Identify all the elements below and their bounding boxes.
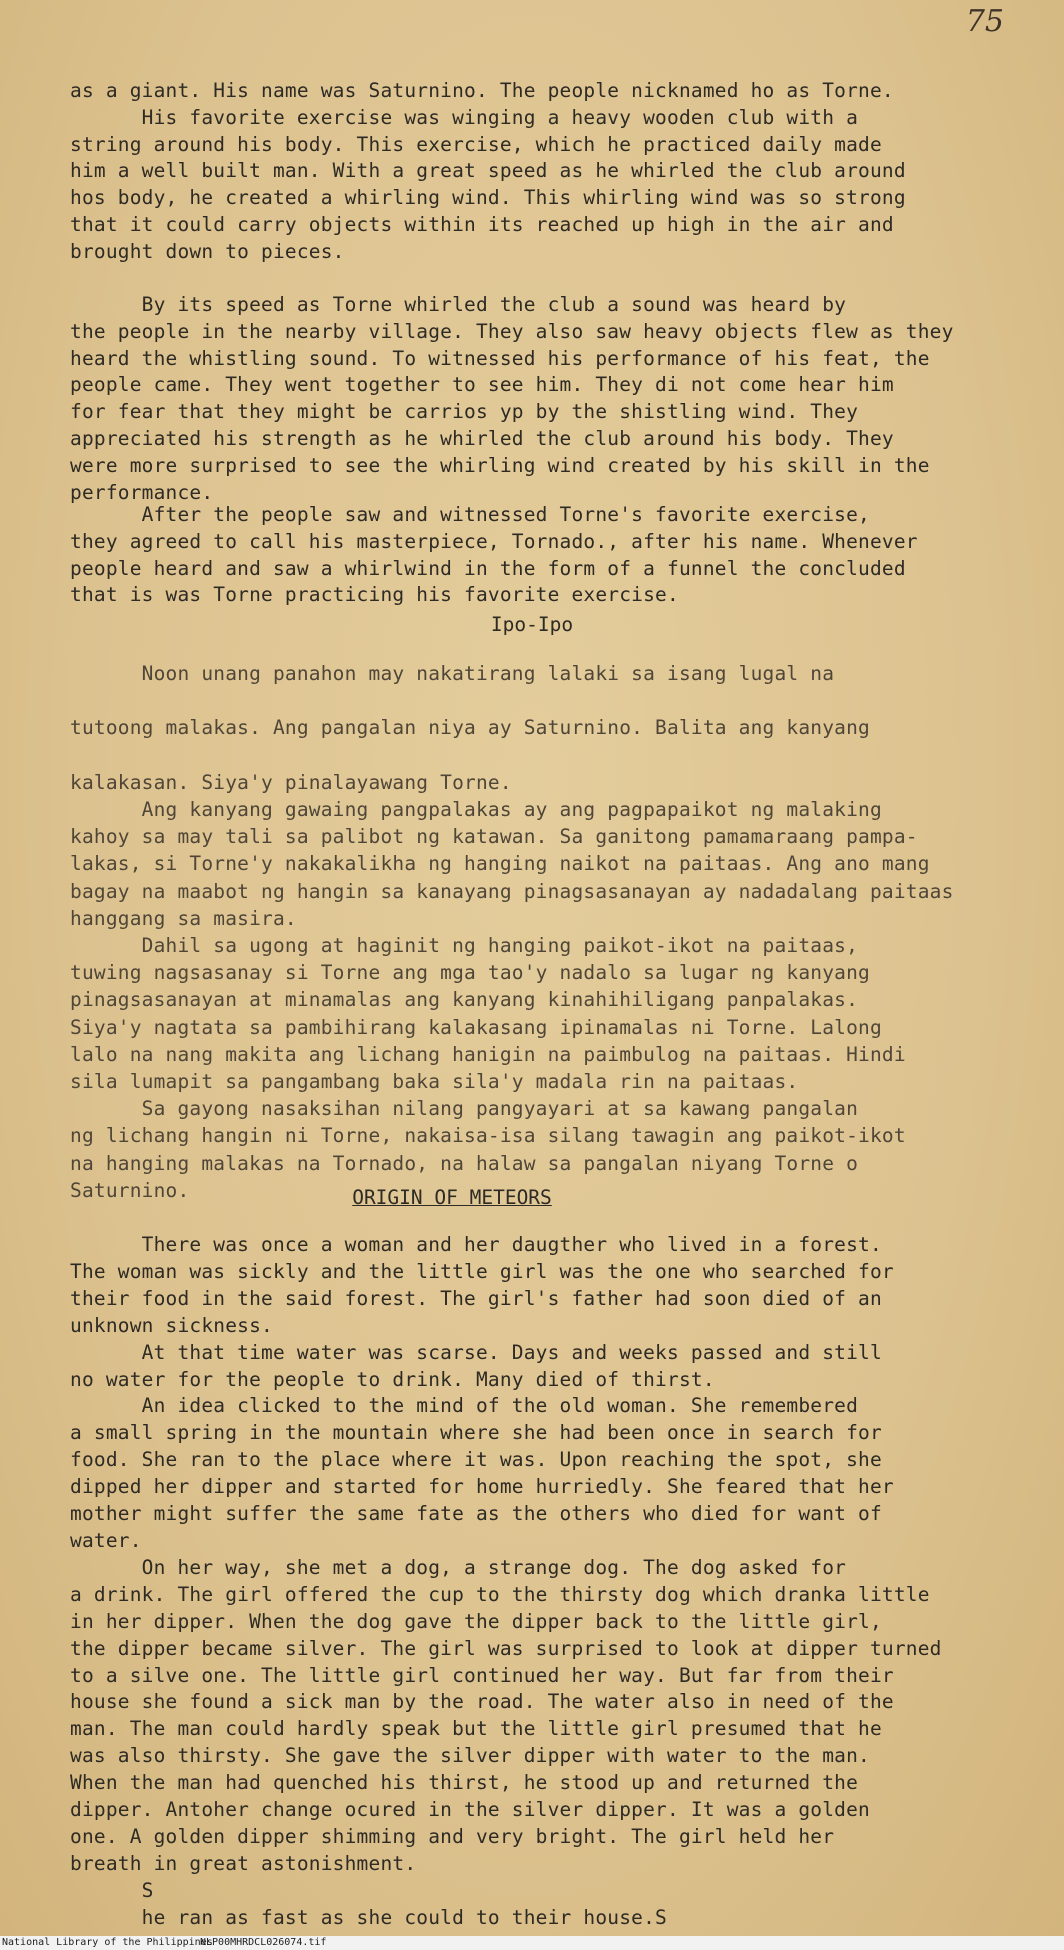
text-line: hanggang sa masira.	[70, 906, 297, 930]
text-line: a small spring in the mountain where she had been once in search for	[70, 1421, 882, 1445]
text-line: him a well built man. With a great speed as he whirled the club around	[70, 159, 906, 183]
text-line: to a silve one. The little girl continued her way. But far from their	[70, 1663, 894, 1687]
text-line: kahoy sa may tali sa palibot ng katawan. Sa ganitong pamamaraang pampa-	[70, 825, 918, 849]
text-line: kalakasan. Siya'y pinalayawang Torne.	[70, 770, 512, 794]
text-line: dipped her dipper and started for home hurriedly. She feared that her	[70, 1475, 894, 1499]
text-line: Saturnino.	[70, 1178, 190, 1202]
text-line: tuwing nagsasanay si Torne ang mga tao'y nadalo sa lugar ng kanyang	[70, 961, 870, 985]
text-line: mother might suffer the same fate as the others who died for want of	[70, 1502, 882, 1526]
text-line: When the man had quenched his thirst, he stood up and returned the	[70, 1771, 859, 1795]
page-number: 75	[965, 4, 1004, 39]
text-line: breath in great astonishment.	[70, 1851, 417, 1875]
section-title-ipo-ipo: Ipo-Ipo	[490, 613, 574, 636]
text-line: Noon unang panahon may nakatirang lalaki sa isang lugal na	[70, 662, 835, 685]
text-line: in her dipper. When the dog gave the dipper back to the little girl,	[70, 1609, 882, 1633]
text-line: na hanging malakas na Tornado, na halaw sa pangalan niyang Torne o	[70, 1151, 859, 1175]
text-line: string around his body. This exercise, which he practiced daily made	[70, 132, 882, 156]
text-line: food. She ran to the place where it was. Upon reaching the spot, she	[70, 1448, 882, 1472]
text-line: The woman was sickly and the little girl was the one who searched for	[70, 1259, 894, 1283]
text-line: brought down to pieces.	[70, 239, 345, 263]
text-line: appreciated his strength as he whirled the club around his body. They	[70, 426, 894, 450]
text-line: tutoong malakas. Ang pangalan niya ay Saturnino. Balita ang kanyang	[70, 716, 870, 740]
section-title-origin-of-meteors: ORIGIN OF METEORS	[352, 1186, 552, 1209]
text-line: unknown sickness.	[70, 1313, 273, 1337]
text-line: people came. They went together to see him. They di not come hear him	[70, 373, 894, 397]
paragraph-torne-sound	[70, 292, 1030, 506]
text-line: people heard and saw a whirlwind in the form of a funnel the concluded	[70, 556, 906, 580]
text-line: ng lichang hangin ni Torne, nakaisa-isa silang tawagin ang paikot-ikot	[70, 1124, 906, 1148]
text-line: heard the whistling sound. To witnessed his performance of his feat, the	[70, 346, 930, 370]
text-line: S	[70, 1878, 154, 1902]
text-line: that is was Torne practicing his favorite exercise.	[70, 583, 679, 607]
paragraph-tornado-name	[70, 502, 1030, 609]
text-line: His favorite exercise was winging a heavy wooden club with a	[70, 105, 859, 129]
text-line: he ran as fast as she could to their house.S	[70, 1905, 667, 1929]
text-line: Ang kanyang gawaing pangpalakas ay ang pagpapaikot ng malaking	[70, 798, 882, 822]
text-line: they agreed to call his masterpiece, Tornado., after his name. Whenever	[70, 529, 918, 553]
text-line: On her way, she met a dog, a strange dog. The dog asked for	[70, 1555, 847, 1579]
text-line: By its speed as Torne whirled the club a sound was heard by	[70, 293, 847, 316]
text-line: as a giant. His name was Saturnino. The people nicknamed ho as Torne.	[70, 79, 894, 102]
text-line: no water for the people to drink. Many died of thirst.	[70, 1367, 715, 1391]
text-line: An idea clicked to the mind of the old woman. She remembered	[70, 1394, 859, 1418]
text-line: was also thirsty. She gave the silver dipper with water to the man.	[70, 1744, 870, 1768]
text-line	[70, 687, 1030, 714]
text-line: man. The man could hardly speak but the little girl presumed that he	[70, 1717, 882, 1741]
text-line: were more surprised to see the whirling wind created by his skill in the	[70, 453, 930, 477]
text-line: There was once a woman and her daugther who lived in a forest.	[70, 1233, 882, 1256]
text-line: hos body, he created a whirling wind. This whirling wind was so strong	[70, 186, 906, 210]
text-line: Sa gayong nasaksihan nilang pangyayari at sa kawang pangalan	[70, 1097, 859, 1121]
footer-file-name: NLP00MHRDCL026074.tif	[200, 1937, 327, 1948]
text-line: one. A golden dipper shimming and very bright. The girl held her	[70, 1824, 835, 1848]
text-line	[70, 742, 1030, 769]
footer-source-label: National Library of the Philippines	[2, 1937, 213, 1948]
text-line: lalo na nang makita ang lichang hanigin na paimbulog na paitaas. Hindi	[70, 1042, 906, 1066]
text-line: the dipper became silver. The girl was surprised to look at dipper turned	[70, 1636, 942, 1660]
text-line: lakas, si Torne'y nakakalikha ng hanging naikot na paitaas. Ang ano mang	[70, 852, 930, 876]
text-line: for fear that they might be carrios yp by the shistling wind. They	[70, 400, 859, 424]
text-line: At that time water was scarse. Days and weeks passed and still	[70, 1340, 882, 1364]
text-line: dipper. Antoher change ocured in the silver dipper. It was a golden	[70, 1798, 870, 1822]
paragraph-filipino-text	[70, 660, 1030, 1204]
paragraph-meteors-story	[70, 1232, 1030, 1932]
text-line: the people in the nearby village. They also saw heavy objects flew as they	[70, 319, 954, 343]
scan-footer	[0, 1936, 1064, 1950]
text-line: a drink. The girl offered the cup to the thirsty dog which dranka little	[70, 1582, 930, 1606]
text-line: sila lumapit sa pangambang baka sila'y madala rin na paitaas.	[70, 1070, 799, 1094]
text-line: that it could carry objects within its reached up high in the air and	[70, 212, 894, 236]
text-line: water.	[70, 1528, 142, 1552]
paragraph-torne-intro	[70, 78, 1030, 266]
text-line: performance.	[70, 480, 214, 504]
text-line: their food in the said forest. The girl's father had soon died of an	[70, 1286, 882, 1310]
text-line: Siya'y nagtata sa pambihirang kalakasang ipinamalas ni Torne. Lalong	[70, 1015, 882, 1039]
text-line: house she found a sick man by the road. The water also in need of the	[70, 1690, 894, 1714]
text-line: bagay na maabot ng hangin sa kanayang pinagsasanayan ay nadadalang paitaas	[70, 879, 954, 903]
text-line: After the people saw and witnessed Torne's favorite exercise,	[70, 503, 870, 526]
text-line: Dahil sa ugong at haginit ng hanging paikot-ikot na paitaas,	[70, 934, 859, 958]
text-line: pinagsasanayan at minamalas ang kanyang kinahihiligang panpalakas.	[70, 988, 859, 1012]
